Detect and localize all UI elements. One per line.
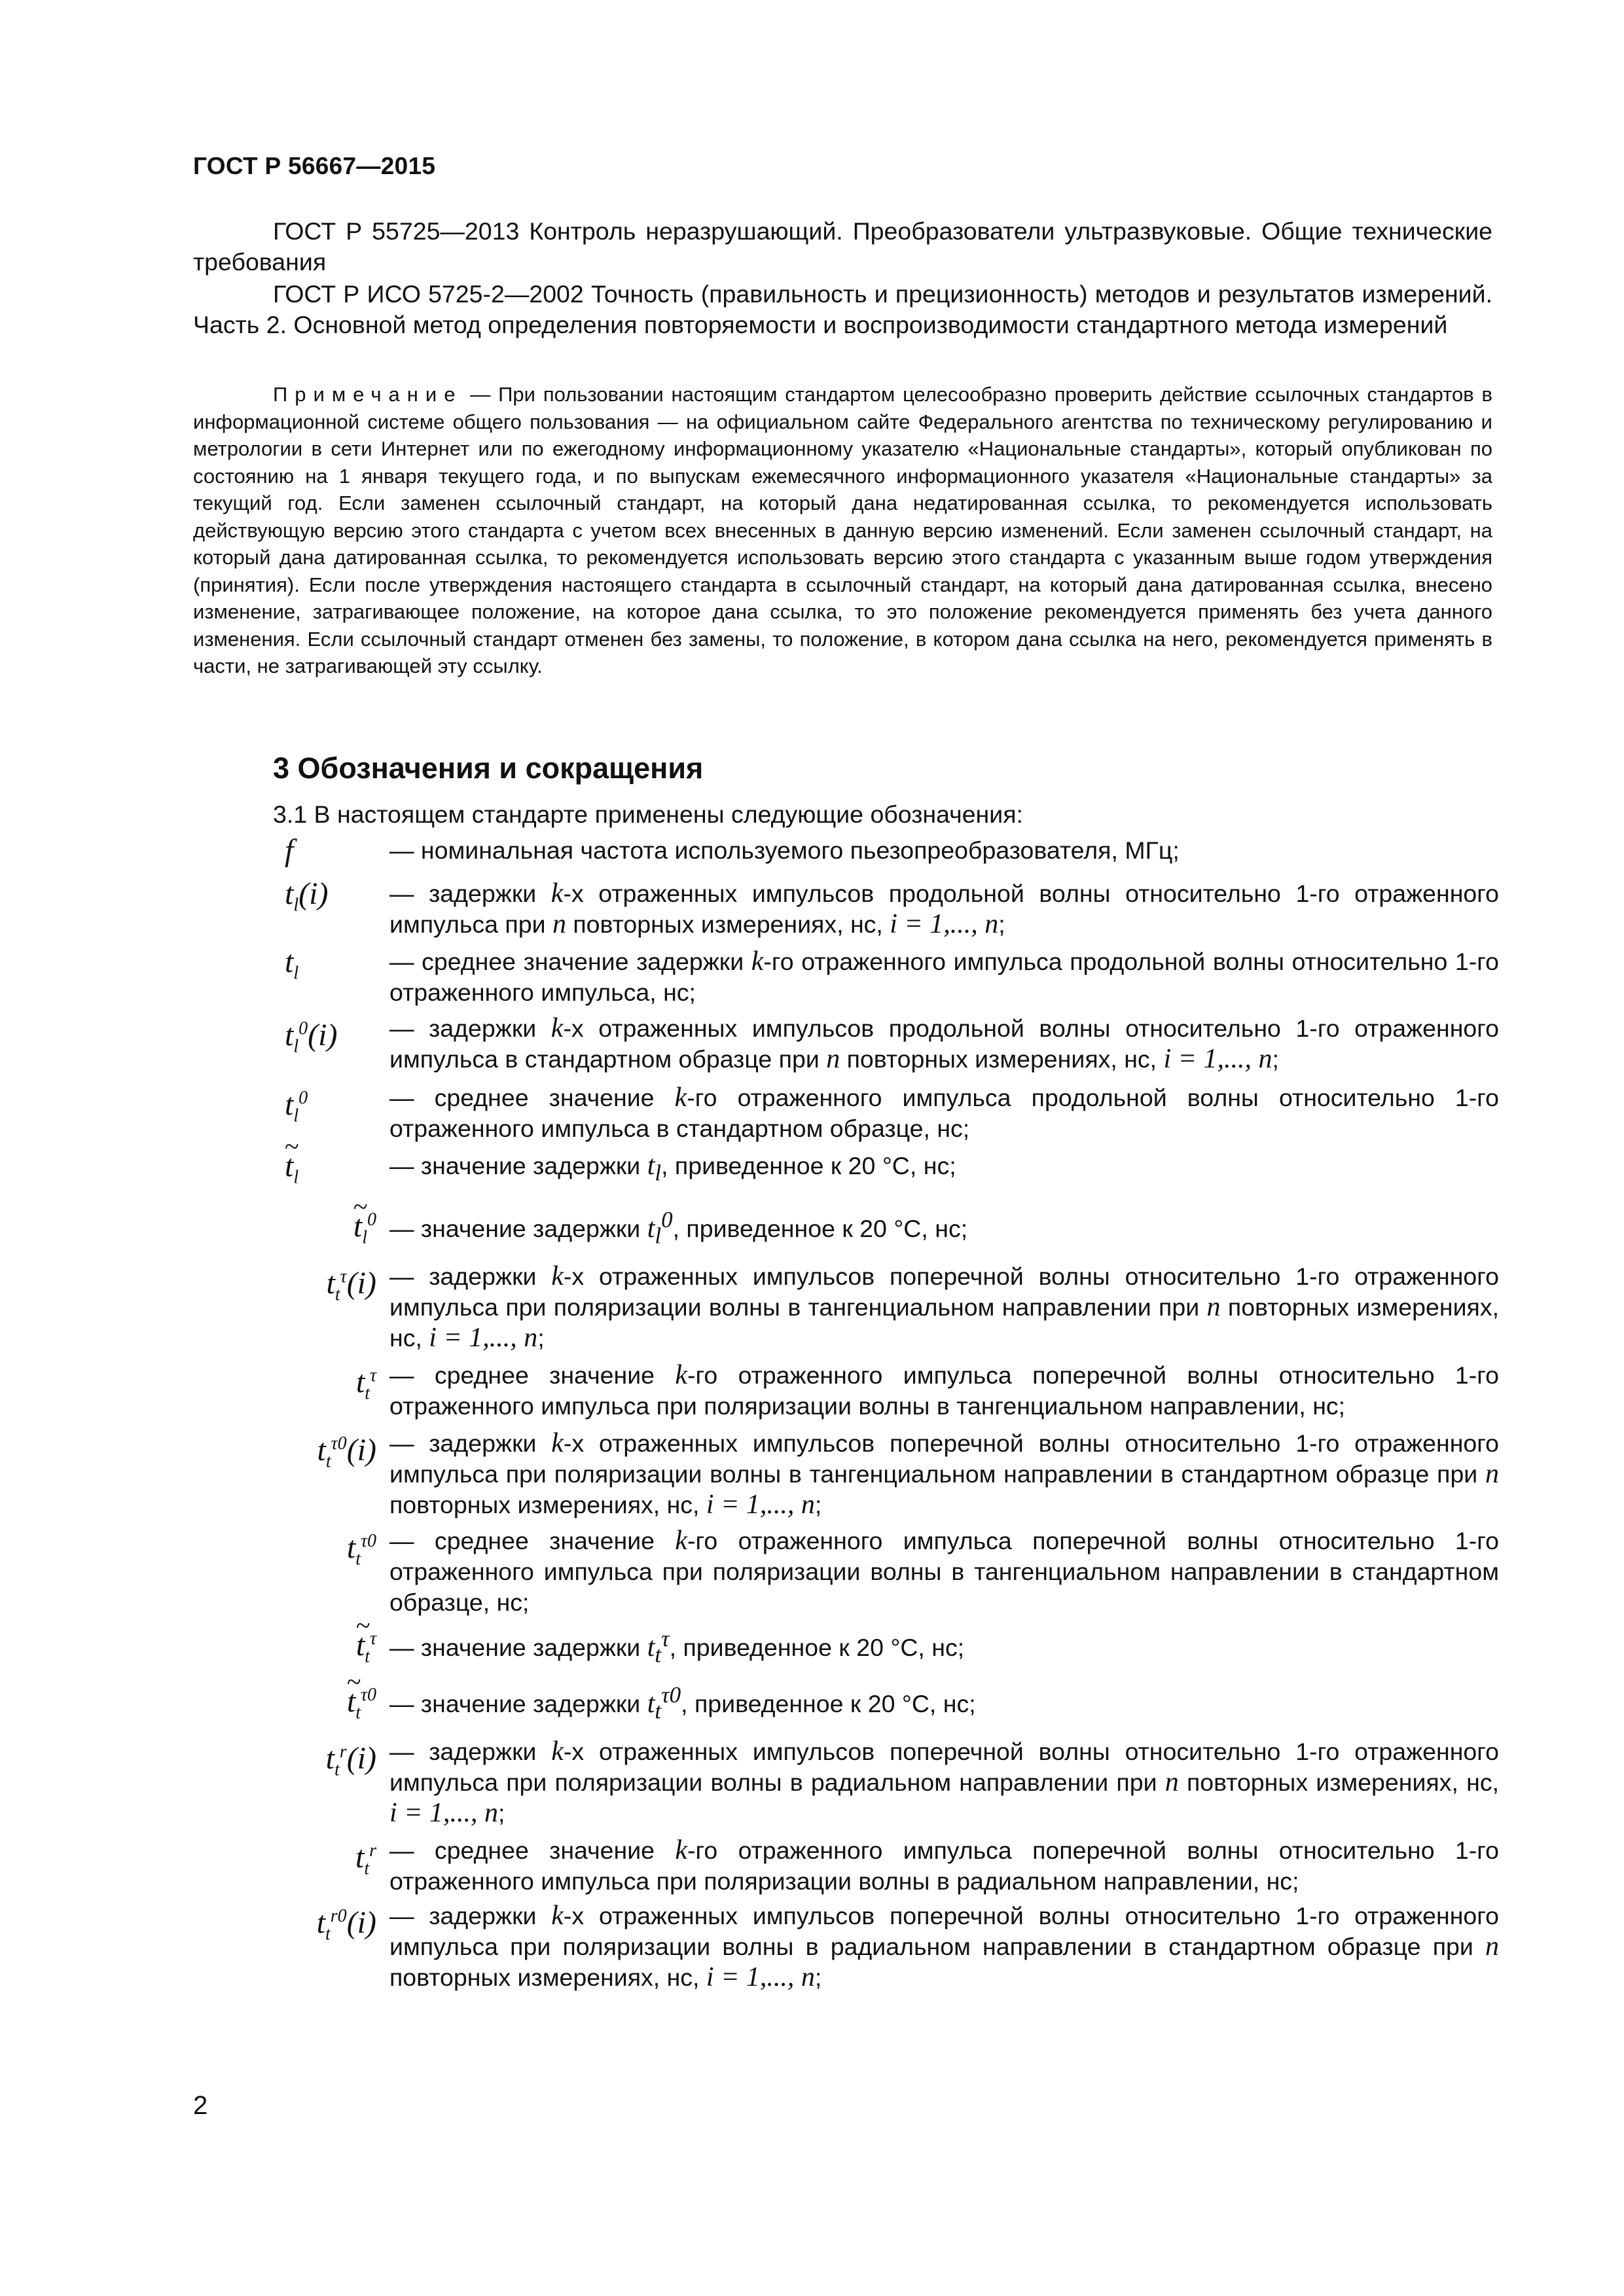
normative-references — [193, 216, 1492, 342]
section-title: 3 Обозначения и сокращения — [273, 751, 704, 785]
definition-text: — значение задержки $t_l$, приведенное к 20 °С, нс; — [389, 1151, 956, 1186]
note-text: — При пользовании настоящим стандартом целесообразно проверить действие ссылочных стандартов в информационной системе общего пользования — на официальном сайте Федерального агентства по техническому регулированию и метрологии в сети Интернет или по ежегодному информационному указателю «Национальные стандарты», который опубликован по состоянию на 1 января текущего года, и по выпускам ежемесячного информационного указателя «Национальные стандарты» за текущий год. Если заменен ссылочный стандарт, на который дана недатированная ссылка, то рекомендуется использовать действующую версию этого стандарта с учетом всех внесенных в данную версию изменений. Если заменен ссылочный стандарт, на который дана датированная ссылка, то рекомендуется использовать версию этого стандарта с указанным выше годом утверждения (принятия). Если после утверждения настоящего стандарта в ссылочный стандарт, на который дана датированная ссылка, внесено изменение, затрагивающее положение, на которое дана ссылка, то это положение рекомендуется применять без учета данного изменения. Если ссылочный стандарт отменен без замены, то положение, в котором дана ссылка на него, рекомендуется применять в части, не затрагивающей эту ссылку. — [193, 383, 1492, 677]
definition-row — [262, 1677, 1499, 1732]
symbol-tt-tau: $t_t^\tau$ — [355, 1365, 376, 1404]
symbol-tl0-i: $t_l^0(i)$ — [285, 1018, 338, 1057]
symbol-tl: $t_l$ — [285, 944, 299, 984]
definition-text: — среднее значение k-го отраженного импульса поперечной волны относительно 1-го отраженного импульса при поляризации волны в тангенциальном направлении в стандартном образце, нс; — [389, 1526, 1499, 1617]
page-number: 2 — [193, 2091, 208, 2120]
definition-text: — задержки k-х отраженных импульсов поперечной волны относительно 1-го отраженного импульса при поляризации волны в радиальном направлении в стандартном образце при n повторных измерениях, нс, i = 1,..., n; — [389, 1901, 1499, 1993]
definition-text: — задержки k-х отраженных импульсов поперечной волны относительно 1-го отраженного импульса при поляризации волны в радиальном направлении при n повторных измерениях, нс, i = 1,..., n; — [389, 1736, 1499, 1829]
definition-text: — среднее значение k-го отраженного импульса продольной волны относительно 1-го отраженного импульса в стандартном образце, нс; — [389, 1083, 1499, 1142]
definition-row — [262, 1148, 1499, 1196]
symbol-tt-r0-i: $t_t^{r0}(i)$ — [316, 1905, 376, 1945]
definition-text: — задержки k-х отраженных импульсов продольной волны относительно 1-го отраженного импульса в стандартном образце при n повторных измерениях, нс, i = 1,..., n; — [389, 1013, 1499, 1074]
definition-text: — значение задержки $t_t^{\tau 0}$, приведенное к 20 °С, нс; — [389, 1681, 976, 1724]
definition-text: — среднее значение k-го отраженного импульса поперечной волны относительно 1-го отраженного импульса при поляризации волны в тангенциальном направлении, нс; — [389, 1360, 1499, 1420]
definition-text: — среднее значение k-го отраженного импульса поперечной волны относительно 1-го отраженного импульса при поляризации волны в радиальном направлении, нс; — [389, 1835, 1499, 1895]
definition-row — [262, 1734, 1499, 1829]
definition-text: — значение задержки $t_l^0$, приведенное к 20 °С, нс; — [389, 1206, 968, 1248]
symbol-tt-tau-i: $t_t^\tau(i)$ — [326, 1266, 376, 1305]
symbol-tl0-tilde: ~ $t_l^0$ — [262, 1202, 389, 1257]
definition-row — [262, 1011, 1499, 1075]
symbol-f: f — [285, 833, 294, 868]
reference-item: ГОСТ Р 55725—2013 Контроль неразрушающий. Преобразователи ультразвуковые. Общие технические требования — [193, 217, 1492, 276]
section-intro: 3.1 В настоящем стандарте применены следующие обозначения: — [273, 800, 1023, 828]
symbol-tl-tilde: ~ $t_l$ — [262, 1148, 389, 1196]
document-header: ГОСТ Р 56667—2015 — [193, 152, 436, 179]
symbol-tt-tau0: $t_t^{\tau 0}$ — [346, 1530, 376, 1570]
definition-row — [262, 876, 1499, 940]
symbol-tt-tau0-i: $t_t^{\tau 0}(i)$ — [317, 1433, 376, 1472]
note-label: Примечание — [273, 383, 463, 406]
definition-row — [262, 1259, 1499, 1354]
definitions-list — [262, 831, 1499, 1993]
definition-text: — задержки k-х отраженных импульсов продольной волны относительно 1-го отраженного импульса при n повторных измерениях, нс, i = 1,..., n; — [389, 878, 1499, 939]
definition-row — [262, 833, 1499, 869]
definition-row — [262, 1357, 1499, 1422]
symbol-tt-r-i: $t_t^r(i)$ — [325, 1741, 376, 1780]
definition-text: — задержки k-х отраженных импульсов поперечной волны относительно 1-го отраженного импульса при поляризации волны в тангенциальном направлении при n повторных измерениях, нс, i = 1,..., n; — [389, 1261, 1499, 1354]
definition-row — [262, 1621, 1499, 1676]
symbol-tt-r: $t_t^r$ — [355, 1840, 376, 1879]
definition-row — [262, 1202, 1499, 1257]
definition-row — [262, 944, 1499, 1008]
definition-text: — номинальная частота используемого пьезопреобразователя, МГц; — [389, 836, 1180, 864]
definition-text: — значение задержки $t_t^\tau$, приведенное к 20 °С, нс; — [389, 1626, 965, 1668]
symbol-tl0: $t_l^0$ — [285, 1087, 308, 1126]
note-block — [193, 381, 1492, 680]
definition-row — [262, 1080, 1499, 1144]
symbol-tl-i: $t_l(i)$ — [285, 876, 329, 916]
definition-row — [262, 1426, 1499, 1520]
reference-item: ГОСТ Р ИСО 5725-2—2002 Точность (правильность и прецизионность) методов и результатов измерений. Часть 2. Основной метод определения повторяемости и воспроизводимости стандартного метода измерений — [193, 280, 1492, 338]
symbol-tt-tau0-tilde: ~ $t_t^{\tau 0}$ — [262, 1677, 389, 1732]
definition-row — [262, 1833, 1499, 1897]
definition-text: — среднее значение задержки k-го отраженного импульса продольной волны относительно 1-го отраженного импульса, нс; — [389, 946, 1499, 1006]
symbol-tt-tau-tilde: ~ $t_t^\tau$ — [262, 1621, 389, 1676]
definition-row — [262, 1523, 1499, 1618]
definition-row — [262, 1898, 1499, 1993]
definition-text: — задержки k-х отраженных импульсов поперечной волны относительно 1-го отраженного импульса при поляризации волны в тангенциальном направлении в стандартном образце при n повторных измерениях, нс, i = 1,..., n; — [389, 1428, 1499, 1520]
